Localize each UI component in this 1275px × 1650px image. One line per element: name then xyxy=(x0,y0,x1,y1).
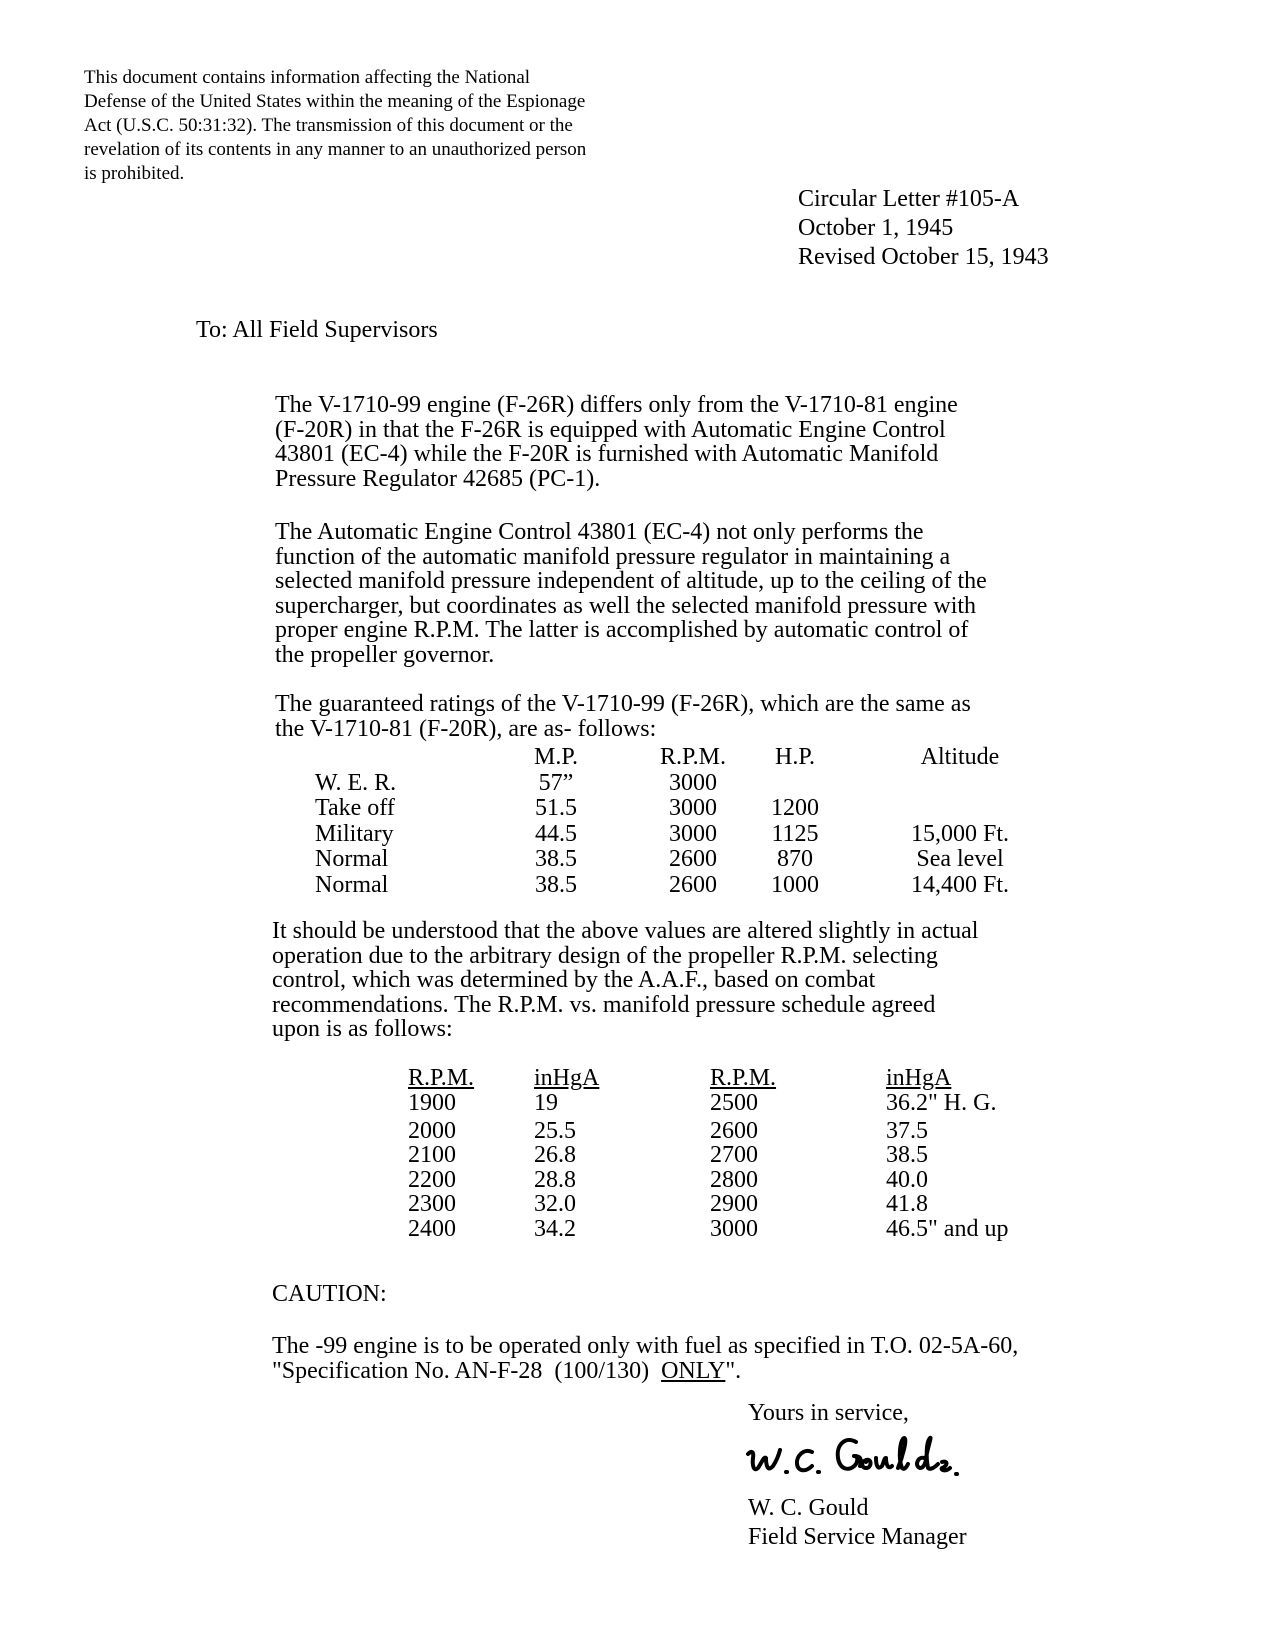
schedule-rpm: 2400 xyxy=(408,1215,456,1242)
paragraph-line: control, which was determined by the A.A.F., based on combat xyxy=(272,967,876,993)
schedule-header-rpm: R.P.M. xyxy=(408,1065,475,1091)
schedule-pressure: 38.5 xyxy=(886,1142,928,1168)
notice-line: revelation of its contents in any manner to an unauthorized person xyxy=(84,139,587,160)
rating-mp: 38.5 xyxy=(535,871,577,898)
paragraph-line: The V-1710-99 engine (F-26R) differs only from the V-1710-81 engine xyxy=(275,392,958,418)
paragraph-line: It should be understood that the above values are altered slightly in actual xyxy=(272,918,979,944)
rating-rpm: 3000 xyxy=(669,795,717,821)
schedule-rpm: 2900 xyxy=(710,1191,758,1217)
rating-mp: 51.5 xyxy=(535,795,577,821)
caution-line-end: ". xyxy=(725,1357,742,1384)
rating-hp: 1200 xyxy=(771,795,819,821)
rating-rpm: 2600 xyxy=(669,846,717,872)
ratings-header-rpm: R.P.M. xyxy=(659,744,727,770)
notice-line: This document contains information affecting the National xyxy=(84,67,531,88)
rating-mp: 38.5 xyxy=(535,846,577,872)
letter-header xyxy=(798,185,1049,272)
closing-salutation: Yours in service, xyxy=(748,1400,909,1426)
paragraph-line: The guaranteed ratings of the V-1710-99 (F-26R), which are the same as xyxy=(275,691,971,717)
paragraph-line: 43801 (EC-4) while the F-20R is furnished with Automatic Manifold xyxy=(275,441,939,467)
paragraph-line: the propeller governor. xyxy=(275,641,495,668)
rating-name: Military xyxy=(315,820,394,847)
paragraph-line: The Automatic Engine Control 43801 (EC-4) not only performs the xyxy=(275,519,924,545)
rating-hp: 1000 xyxy=(771,871,819,898)
schedule-pressure: 34.2 xyxy=(534,1215,576,1242)
schedule-pressure: 19 xyxy=(534,1089,558,1116)
schedule-rpm: 2600 xyxy=(710,1117,758,1144)
signatory-name: W. C. Gould xyxy=(748,1495,869,1521)
paragraph-line: recommendations. The R.P.M. vs. manifold pressure schedule agreed xyxy=(272,991,936,1018)
schedule-header-rpm: R.P.M. xyxy=(710,1065,777,1091)
schedule-pressure: 26.8 xyxy=(534,1142,576,1168)
rating-altitude: Sea level xyxy=(916,846,1004,872)
revised-date: Revised October 15, 1943 xyxy=(798,244,1049,270)
security-notice xyxy=(84,66,644,186)
schedule-pressure: 40.0 xyxy=(886,1166,928,1193)
letter-date: October 1, 1945 xyxy=(798,215,954,241)
schedule-rpm: 2800 xyxy=(710,1166,758,1193)
paragraph-ratings-intro xyxy=(275,692,1035,741)
caution-only-emphasis: ONLY xyxy=(661,1357,726,1384)
ratings-header-hp: H.P. xyxy=(774,744,816,770)
paragraph-line: supercharger, but coordinates as well the selected manifold pressure with xyxy=(275,592,977,619)
schedule-pressure: 25.5 xyxy=(534,1117,576,1144)
rating-altitude: 15,000 Ft. xyxy=(910,820,1009,847)
caution-text xyxy=(272,1334,1032,1383)
rating-mp: 57” xyxy=(538,769,574,796)
paragraph-schedule-intro xyxy=(272,919,1032,1042)
schedule-pressure: 41.8 xyxy=(886,1191,928,1217)
schedule-pressure: 37.5 xyxy=(886,1117,928,1144)
paragraph-line: operation due to the arbitrary design of the propeller R.P.M. selecting xyxy=(272,942,938,969)
rating-hp: 1125 xyxy=(771,820,819,847)
rating-name: Take off xyxy=(315,795,395,821)
rating-rpm: 3000 xyxy=(669,769,717,796)
paragraph-line: Pressure Regulator 42685 (PC-1). xyxy=(275,465,601,492)
caution-heading: CAUTION: xyxy=(272,1281,387,1307)
notice-line: Act (U.S.C. 50:31:32). The transmission of this document or the xyxy=(84,115,573,136)
rating-name: W. E. R. xyxy=(315,769,397,796)
circular-number: Circular Letter #105-A xyxy=(798,186,1020,212)
rating-rpm: 3000 xyxy=(669,820,717,847)
paragraph-engine-control xyxy=(275,520,1035,667)
paragraph-line: upon is as follows: xyxy=(272,1016,453,1042)
caution-line xyxy=(272,1359,1032,1384)
schedule-rpm: 1900 xyxy=(408,1089,456,1116)
handwritten-signature xyxy=(742,1428,972,1490)
schedule-pressure: 28.8 xyxy=(534,1166,576,1193)
signatory xyxy=(748,1494,967,1552)
paragraph-line: selected manifold pressure independent of altitude, up to the ceiling of the xyxy=(275,568,987,594)
rating-altitude: 14,400 Ft. xyxy=(910,871,1009,898)
paragraph-line: the V-1710-81 (F-20R), are as- follows: xyxy=(275,715,657,742)
schedule-pressure: 32.0 xyxy=(534,1191,576,1217)
paragraph-line: function of the automatic manifold pressure regulator in maintaining a xyxy=(275,543,951,570)
signatory-title: Field Service Manager xyxy=(748,1524,967,1550)
schedule-rpm: 3000 xyxy=(710,1215,758,1242)
schedule-rpm: 2000 xyxy=(408,1117,456,1144)
schedule-rpm: 2200 xyxy=(408,1166,456,1193)
schedule-pressure: 36.2" H. G. xyxy=(886,1089,997,1116)
schedule-header-inhga: inHgA xyxy=(886,1065,952,1091)
schedule-pressure: 46.5" and up xyxy=(886,1215,1009,1242)
paragraph-line: (F-20R) in that the F-26R is equipped with Automatic Engine Control xyxy=(275,416,946,443)
rating-name: Normal xyxy=(315,871,389,898)
schedule-rpm: 2100 xyxy=(408,1142,456,1168)
paragraph-engine-difference xyxy=(275,393,1035,491)
notice-line: is prohibited. xyxy=(84,163,185,184)
rating-rpm: 2600 xyxy=(669,871,717,898)
notice-line: Defense of the United States within the meaning of the Espionage xyxy=(84,91,586,112)
ratings-header-altitude: Altitude xyxy=(920,744,1000,770)
caution-line: The -99 engine is to be operated only with fuel as specified in T.O. 02-5A-60, xyxy=(272,1333,1019,1359)
rating-hp: 870 xyxy=(777,846,813,872)
rating-mp: 44.5 xyxy=(535,820,577,847)
paragraph-line: proper engine R.P.M. The latter is accomplished by automatic control of xyxy=(275,617,969,643)
schedule-rpm: 2700 xyxy=(710,1142,758,1168)
rating-name: Normal xyxy=(315,846,389,872)
addressee: To: All Field Supervisors xyxy=(196,317,438,343)
schedule-rpm: 2300 xyxy=(408,1191,456,1217)
schedule-header-inhga: inHgA xyxy=(534,1065,600,1091)
caution-line-start: "Specification No. AN-F-28 (100/130) xyxy=(272,1357,662,1384)
schedule-rpm: 2500 xyxy=(710,1089,758,1116)
ratings-header-mp: M.P. xyxy=(533,744,579,770)
